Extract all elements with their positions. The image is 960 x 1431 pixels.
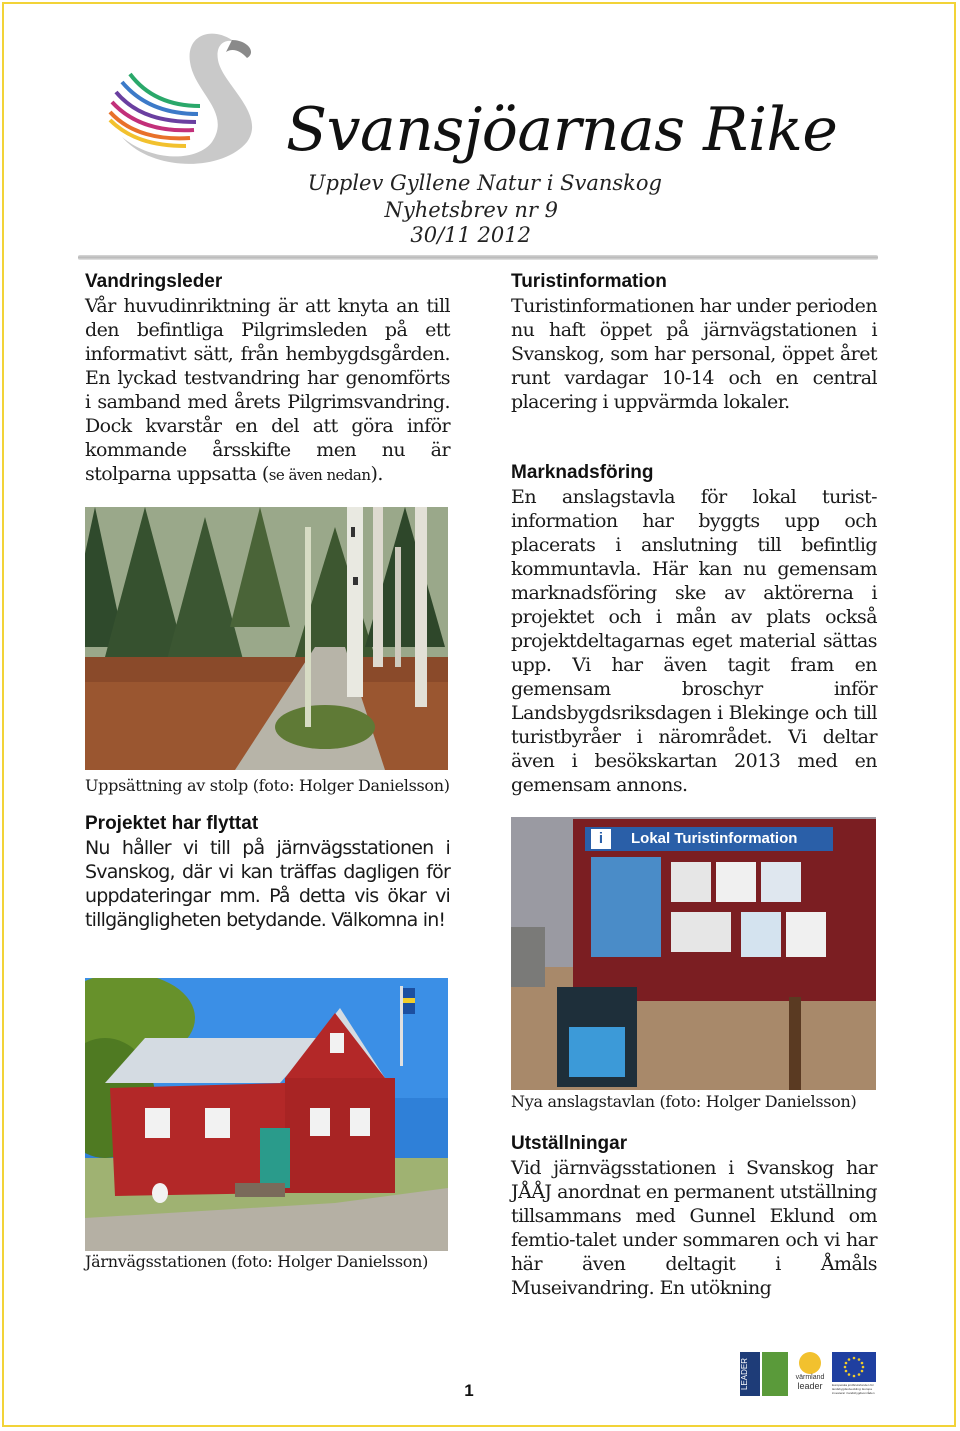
board-poster [741,912,781,957]
header-divider [78,255,878,260]
body-text-end: ). [370,463,383,485]
section-body: Turistinformationen har under perioden nu haft öppet på järnvägstationen i Svanskog, som har personal, öppet året runt vardagar 10-14 och en central placering i uppvärmda lokaler. [511,295,878,413]
issue-number: Nyhetsbrev nr 9 [384,198,558,222]
forest-illustration [85,507,448,770]
board-photo-caption: Nya anslagstavlan (foto: Holger Danielsson) [511,1092,857,1111]
board-sign [585,827,833,851]
board-poster [671,912,731,952]
board-poster [671,862,711,902]
board-poster [716,862,756,902]
forest-photo-caption: Uppsättning av stolp (foto: Holger Danielsson) [85,776,450,795]
section-heading: Turistinformation [511,271,667,292]
section-body: En anslagstavla för lokal turist-information har byggts upp och placerats i anslutning till befintlig kommuntavla. Här kan nu gemensam marknadsföring ske av aktörerna i projektet och i mån av plats också projektdeltagarnas eget material sättas upp. Vi har även tagit fram en gemensam broschyr inför Landsbygdsriksdagen i Blekinge och till turistbyråer i närområdet. Vi deltar även i besökskartan 2013 med en gemensam annons. [511,486,877,796]
tourist-board-photo [511,817,876,1090]
board-poster [786,912,826,957]
section-heading: Marknadsföring [511,462,654,483]
section-turistinformation [511,270,877,414]
eu-stars-icon [832,1352,876,1382]
tower [511,927,545,987]
varmland-text: värmland [795,1374,825,1381]
section-body: Vid järnvägsstationen i Svanskog har JÅÅJ anordnat en permanent utställning tillsammans med Gunnel Eklund om femtio-talet under sommaren och vi har här även deltagit i Åmåls Museivandring. En utökning [511,1157,877,1299]
body-text: Vår huvudinriktning är att knyta an till den befintliga Pilgrimsleden på ett informativt sätt, från hembygdsgården. En lyckad testvandring har genomförts i samband med årets Pilgrimsvandring. Dock kvarstår en del att göra inför kommande årsskifte men nu är stolparna uppsatta ( [85,295,450,485]
varmland-leader-logo [792,1352,828,1398]
eu-flag-icon [832,1352,876,1382]
section-body: Nu håller vi till på järnvägsstationen i Svanskog, där vi kan träffas dagligen för uppdateringar mm. På detta vis ökar vi tillgängligheten betydande. Välkomna in! [85,837,450,931]
section-vandringsleder [85,270,450,487]
board-map [591,857,661,957]
board-sign-text: Lokal Turistinformation [631,830,798,847]
board-poster [761,862,801,902]
section-projektet [85,812,450,932]
leader-text: leader [797,1381,823,1391]
small-board-poster [569,1027,625,1077]
newsletter-subtitle: Upplev Gyllene Natur i Svanskog [307,171,662,195]
footer-logos [740,1350,880,1398]
eu-caption: Europeiska jordbruksfonden för landsbygdsutveckling: Europa investerar i landsbygdsområden [832,1383,875,1395]
section-heading: Vandringsleder [85,271,223,292]
newsletter-title: Svansjöarnas Rike [286,95,838,165]
section-heading: Projektet har flyttat [85,813,259,834]
station-illustration [85,978,448,1251]
page-number: 1 [464,1381,474,1400]
leader-leaf-icon [762,1352,788,1396]
station-photo-caption: Järnvägsstationen (foto: Holger Danielsson) [85,1252,429,1271]
forest-photo [85,507,448,770]
station-photo [85,978,448,1251]
swan-logo-icon [82,22,282,182]
section-body [85,294,450,487]
small-board [557,987,637,1087]
section-marknadsforing [511,461,877,797]
body-small-text: se även nedan [268,466,371,484]
leader-logo-text: LEADER [740,1358,749,1391]
info-icon: i [591,829,611,849]
board-post [789,997,801,1090]
section-heading: Utställningar [511,1133,628,1154]
leader-logo [740,1352,760,1396]
section-utstallningar [511,1132,877,1300]
sun-icon [799,1352,821,1374]
issue-date: 30/11 2012 [410,223,531,247]
